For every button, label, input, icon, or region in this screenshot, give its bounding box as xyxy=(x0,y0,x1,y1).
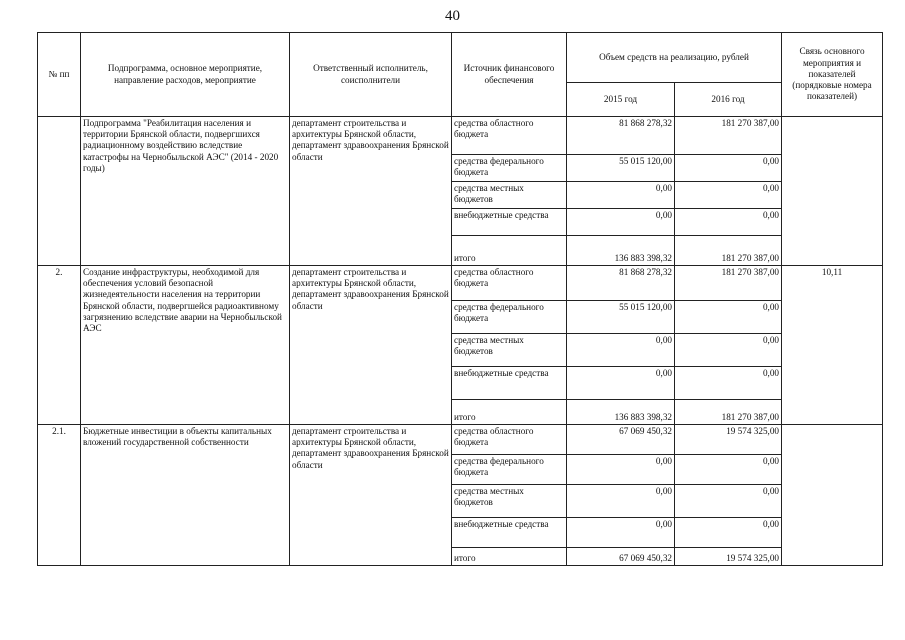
header-volume: Объем средств на реализацию, рублей xyxy=(567,33,782,83)
amount-2016: 0,00 xyxy=(675,485,782,518)
total-label: итого xyxy=(452,548,567,566)
page-number: 40 xyxy=(445,8,460,24)
responsible-executor: департамент строительства и архитектуры Брянской области, департамент здравоохранения Брянской области xyxy=(290,266,452,425)
header-year-2016: 2016 год xyxy=(675,83,782,117)
amount-2015: 0,00 xyxy=(567,518,675,548)
amount-2015: 0,00 xyxy=(567,182,675,209)
indicator-link xyxy=(782,425,883,566)
amount-2016: 0,00 xyxy=(675,455,782,485)
amount-2016: 181 270 387,00 xyxy=(675,236,782,266)
total-label: итого xyxy=(452,400,567,425)
amount-2016: 181 270 387,00 xyxy=(675,400,782,425)
funding-source: средства областного бюджета xyxy=(452,425,567,455)
funding-source: средства федерального бюджета xyxy=(452,455,567,485)
table-row xyxy=(38,117,883,155)
header-executor: Ответственный исполнитель, соисполнители xyxy=(290,33,452,117)
activity-name: Бюджетные инвестиции в объекты капитальных вложений государственной собственности xyxy=(81,425,290,566)
indicator-link: 10,11 xyxy=(782,266,883,425)
amount-2015: 67 069 450,32 xyxy=(567,425,675,455)
activity-name: Создание инфраструктуры, необходимой для обеспечения условий безопасной жизнедеятельности населения на территории Брянской области, подвергшейся радиоактивному загрязнению вследствие аварии на Чернобыльской АЭС xyxy=(81,266,290,425)
funding-source: средства областного бюджета xyxy=(452,117,567,155)
funding-source: средства федерального бюджета xyxy=(452,155,567,182)
row-number: 2.1. xyxy=(38,425,81,566)
header-year-2015: 2015 год xyxy=(567,83,675,117)
amount-2016: 19 574 325,00 xyxy=(675,425,782,455)
indicator-link xyxy=(782,117,883,266)
row-number: 2. xyxy=(38,266,81,425)
amount-2015: 136 883 398,32 xyxy=(567,236,675,266)
amount-2015: 0,00 xyxy=(567,455,675,485)
responsible-executor: департамент строительства и архитектуры Брянской области, департамент здравоохранения Брянской области xyxy=(290,425,452,566)
funding-source: средства федерального бюджета xyxy=(452,301,567,334)
amount-2015: 55 015 120,00 xyxy=(567,301,675,334)
table-row xyxy=(38,266,883,301)
funding-source: средства областного бюджета xyxy=(452,266,567,301)
header-subprogram: Подпрограмма, основное мероприятие, направление расходов, мероприятие xyxy=(81,33,290,117)
header-link: Связь основного мероприятия и показателей (порядковые номера показателей) xyxy=(782,33,883,117)
amount-2016: 0,00 xyxy=(675,182,782,209)
amount-2016: 181 270 387,00 xyxy=(675,117,782,155)
financing-table xyxy=(37,32,883,566)
amount-2015: 0,00 xyxy=(567,367,675,400)
activity-name: Подпрограмма "Реабилитация населения и территории Брянской области, подвергшихся радиационному воздействию вследствие катастрофы на Чернобыльской АЭС" (2014 - 2020 годы) xyxy=(81,117,290,266)
row-number xyxy=(38,117,81,266)
amount-2015: 136 883 398,32 xyxy=(567,400,675,425)
amount-2015: 0,00 xyxy=(567,334,675,367)
amount-2015: 67 069 450,32 xyxy=(567,548,675,566)
table-body xyxy=(38,117,883,566)
amount-2016: 0,00 xyxy=(675,301,782,334)
funding-source: внебюджетные средства xyxy=(452,367,567,400)
amount-2015: 0,00 xyxy=(567,485,675,518)
amount-2015: 81 868 278,32 xyxy=(567,266,675,301)
funding-source: средства местных бюджетов xyxy=(452,182,567,209)
amount-2016: 0,00 xyxy=(675,209,782,236)
amount-2016: 0,00 xyxy=(675,155,782,182)
amount-2015: 55 015 120,00 xyxy=(567,155,675,182)
funding-source: внебюджетные средства xyxy=(452,518,567,548)
amount-2016: 0,00 xyxy=(675,367,782,400)
responsible-executor: департамент строительства и архитектуры Брянской области, департамент здравоохранения Брянской области xyxy=(290,117,452,266)
header-source: Источник финансового обеспечения xyxy=(452,33,567,117)
total-label: итого xyxy=(452,236,567,266)
amount-2016: 19 574 325,00 xyxy=(675,548,782,566)
amount-2016: 0,00 xyxy=(675,334,782,367)
amount-2016: 181 270 387,00 xyxy=(675,266,782,301)
header-num: № пп xyxy=(38,33,81,117)
amount-2016: 0,00 xyxy=(675,518,782,548)
table-row xyxy=(38,425,883,455)
amount-2015: 0,00 xyxy=(567,209,675,236)
funding-source: средства местных бюджетов xyxy=(452,485,567,518)
amount-2015: 81 868 278,32 xyxy=(567,117,675,155)
funding-source: средства местных бюджетов xyxy=(452,334,567,367)
funding-source: внебюджетные средства xyxy=(452,209,567,236)
